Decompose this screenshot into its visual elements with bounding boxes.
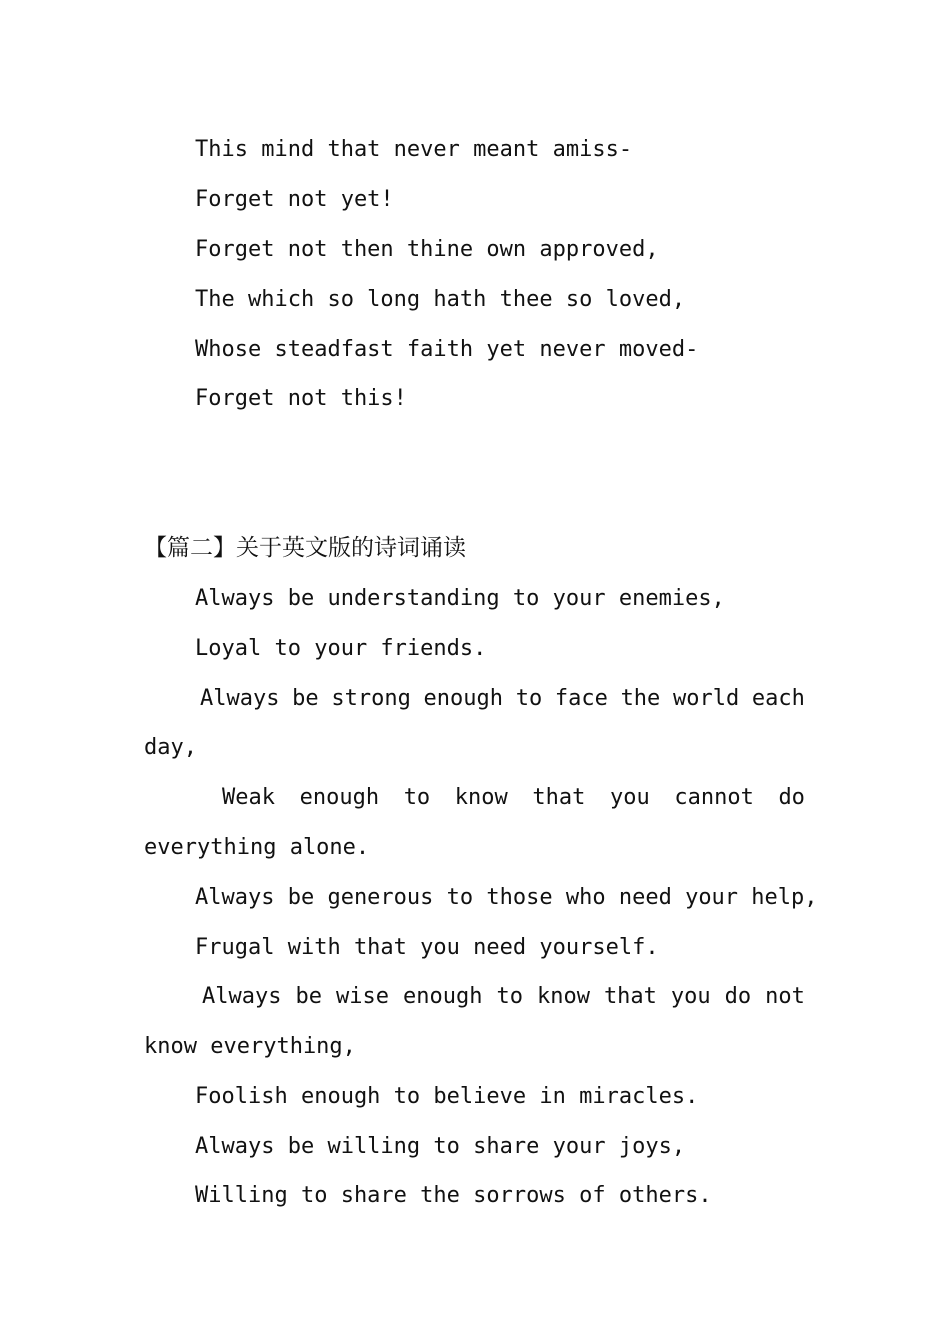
poem-line: Loyal to your friends. <box>195 636 487 661</box>
poem-line-justified <box>202 983 805 1011</box>
word: enough <box>402 984 483 1009</box>
poem-line-justified <box>200 685 805 713</box>
poem-line: Forget not this! <box>195 386 407 411</box>
word: cannot <box>674 785 754 810</box>
word: enough <box>299 785 380 810</box>
poem-line-continuation: everything alone. <box>144 835 370 860</box>
word: be <box>292 686 319 711</box>
word: Always <box>202 984 282 1009</box>
word: be <box>295 984 322 1009</box>
poem-line: Always be generous to those who need your help, <box>195 885 818 910</box>
word: world <box>673 686 740 711</box>
word: to <box>496 984 523 1009</box>
word: to <box>515 686 543 711</box>
poem-line: Whose steadfast faith yet never moved- <box>195 337 699 362</box>
word: wise <box>335 984 389 1009</box>
poem-line: Forget not yet! <box>195 187 394 212</box>
poem-line: Forget not then thine own approved, <box>195 237 659 262</box>
word: you <box>609 785 650 810</box>
word: do <box>778 785 805 810</box>
word: not <box>765 984 805 1009</box>
poem-line: The which so long hath thee so loved, <box>195 287 686 312</box>
word: know <box>536 984 590 1009</box>
poem-line: Frugal with that you need yourself. <box>195 935 659 960</box>
poem-line: Willing to share the sorrows of others. <box>195 1183 712 1208</box>
word: enough <box>423 686 504 711</box>
word: know <box>454 785 508 810</box>
word: do <box>724 984 752 1009</box>
word: the <box>620 686 661 711</box>
section-heading: 【篇二】关于英文版的诗词诵读 <box>144 535 466 561</box>
word: that <box>532 785 586 810</box>
word: each <box>751 686 805 711</box>
word: that <box>603 984 657 1009</box>
word: face <box>554 686 608 711</box>
poem-line-continuation: day, <box>144 735 197 760</box>
word: Weak <box>222 785 275 810</box>
word: you <box>670 984 711 1009</box>
word: to <box>403 785 431 810</box>
poem-line-continuation: know everything, <box>144 1034 356 1059</box>
word: Always <box>200 686 280 711</box>
poem-line: Always be willing to share your joys, <box>195 1134 686 1159</box>
poem-line: Foolish enough to believe in miracles. <box>195 1084 699 1109</box>
poem-line-justified <box>222 784 805 812</box>
poem-line: Always be understanding to your enemies, <box>195 586 725 611</box>
word: strong <box>331 686 411 711</box>
poem-line: This mind that never meant amiss- <box>195 137 633 162</box>
